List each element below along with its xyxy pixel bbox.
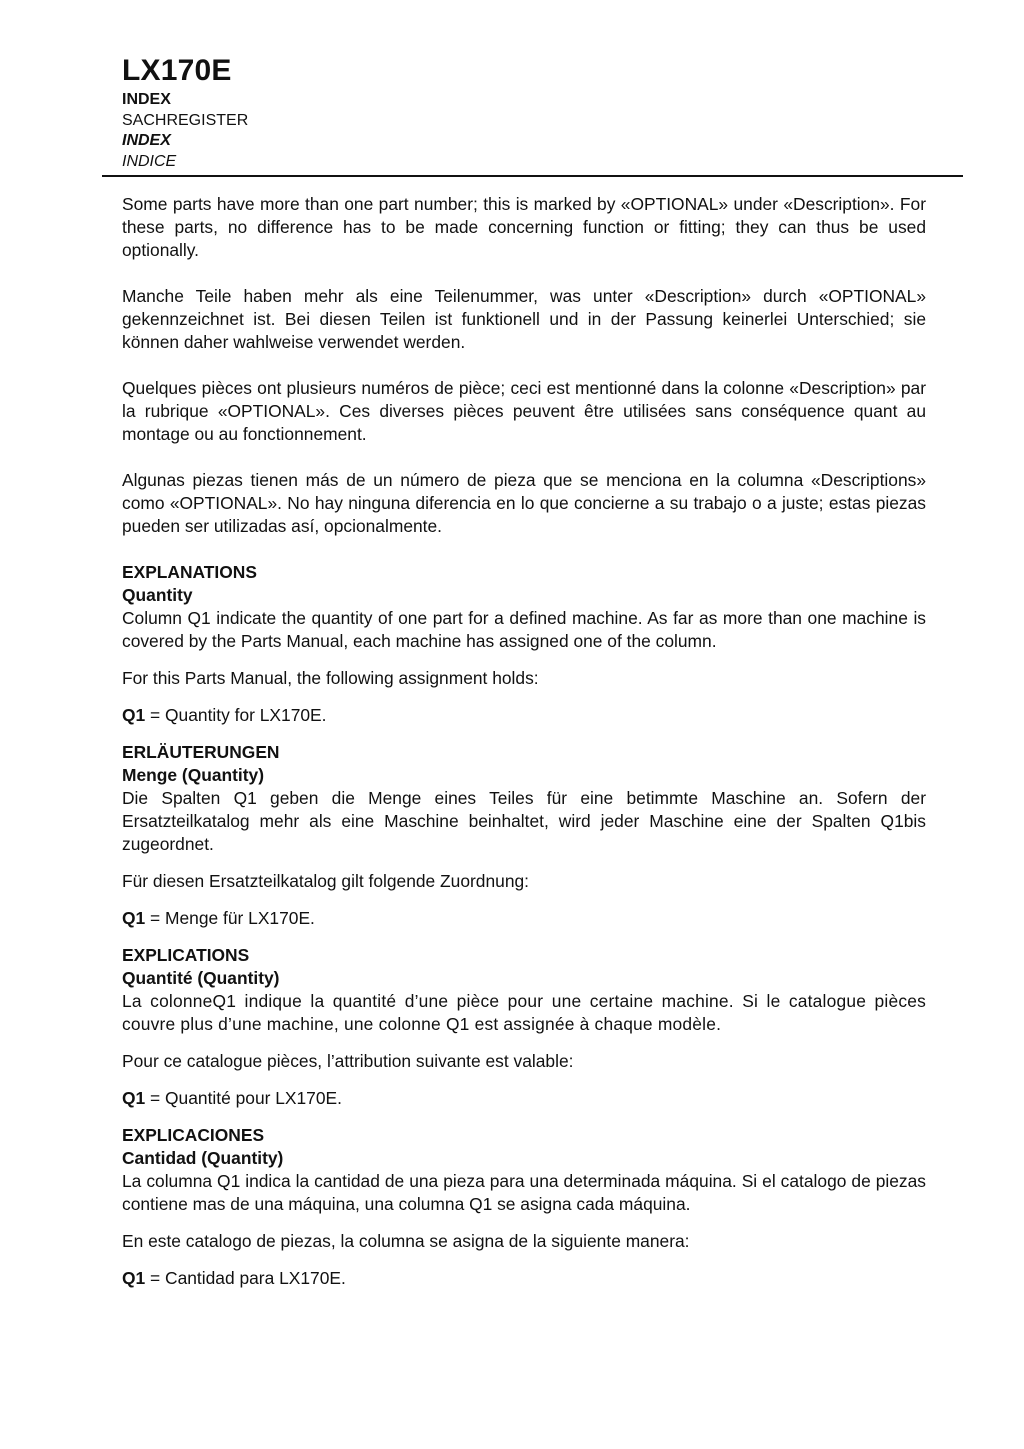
section-heading: EXPLICATIONS — [122, 945, 250, 965]
q-label: Q1 — [122, 1088, 146, 1108]
quantity-assignment — [122, 1267, 926, 1290]
q-label: Q1 — [122, 908, 146, 928]
section-erlaeuterungen — [122, 741, 926, 930]
q-text: = Cantidad para LX170E. — [145, 1268, 346, 1288]
document-body — [122, 193, 926, 1304]
section-text: La colonneQ1 indique la quantité d’une pièce pour une certaine machine. Si le catalogue pièces couvre plus d’une machine, une colonne Q1 est assignée à chaque modèle. — [122, 991, 926, 1034]
intro-paragraph-es: Algunas piezas tienen más de un número de pieza que se menciona en la columna «Descriptions» como «OPTIONAL». No hay ninguna diferencia en lo que concierne a su trabajo o a juste; estas piezas pueden ser utilizadas así, opcionalmente. — [122, 470, 926, 536]
q-label: Q1 — [122, 705, 146, 725]
section-text: Die Spalten Q1 geben die Menge eines Teiles für eine betimmte Maschine an. Sofern der Ersatzteilkatalog mehr als eine Maschine beinhaltet, wird jeder Maschine eine der Spalten Q1bis zugeordnet. — [122, 788, 926, 854]
document-title: LX170E — [122, 54, 232, 87]
section-subheading: Quantity — [122, 585, 193, 605]
intro-paragraph-de: Manche Teile haben mehr als eine Teilenummer, was unter «Description» durch «OPTIONAL» gekennzeichnet ist. Bei diesen Teilen ist funktionell und in der Passung keinerlei Unterschied; sie können daher wahlweise verwendet werden. — [122, 286, 926, 352]
header-divider — [102, 175, 963, 177]
section-heading: EXPLICACIONES — [122, 1125, 265, 1145]
section-explications — [122, 944, 926, 1110]
header-index-en: INDEX — [122, 91, 171, 108]
intro-paragraph-fr: Quelques pièces ont plusieurs numéros de pièce; ceci est mentionné dans la colonne «Description» par la rubrique «OPTIONAL». Ces diverses pièces peuvent être utilisées sans conséquence quant au montage ou au fonctionnement. — [122, 378, 926, 444]
section-heading: EXPLANATIONS — [122, 562, 257, 582]
intro-paragraph-en: Some parts have more than one part number; this is marked by «OPTIONAL» under «Description». For these parts, no difference has to be made concerning function or fitting; they can thus be used optionally. — [122, 194, 926, 260]
q-label: Q1 — [122, 1268, 146, 1288]
header-index-fr: INDEX — [122, 132, 171, 150]
section-subheading: Cantidad (Quantity) — [122, 1148, 284, 1168]
document-header — [122, 54, 248, 172]
section-subheading: Quantité (Quantity) — [122, 968, 280, 988]
assignment-text: En este catalogo de piezas, la columna se asigna de la siguiente manera: — [122, 1231, 690, 1251]
section-explicaciones — [122, 1124, 926, 1290]
section-subheading: Menge (Quantity) — [122, 765, 265, 785]
assignment-text: For this Parts Manual, the following assignment holds: — [122, 668, 539, 688]
q-text: = Quantity for LX170E. — [145, 705, 327, 725]
q-text: = Menge für LX170E. — [145, 908, 315, 928]
section-heading: ERLÄUTERUNGEN — [122, 742, 280, 762]
assignment-text: Pour ce catalogue pièces, l’attribution suivante est valable: — [122, 1051, 574, 1071]
header-index-de: SACHREGISTER — [122, 111, 249, 129]
quantity-assignment — [122, 907, 926, 930]
quantity-assignment — [122, 1087, 926, 1110]
quantity-assignment — [122, 704, 926, 727]
header-index-es: INDICE — [122, 152, 177, 170]
section-explanations — [122, 561, 926, 727]
q-text: = Quantité pour LX170E. — [145, 1088, 342, 1108]
section-text: La columna Q1 indica la cantidad de una pieza para una determinada máquina. Si el catalogo de piezas contiene mas de una máquina, una columna Q1 se asigna cada máquina. — [122, 1171, 926, 1214]
section-text: Column Q1 indicate the quantity of one part for a defined machine. As far as more than one machine is covered by the Parts Manual, each machine has assigned one of the column. — [122, 608, 926, 651]
assignment-text: Für diesen Ersatzteilkatalog gilt folgende Zuordnung: — [122, 871, 529, 891]
